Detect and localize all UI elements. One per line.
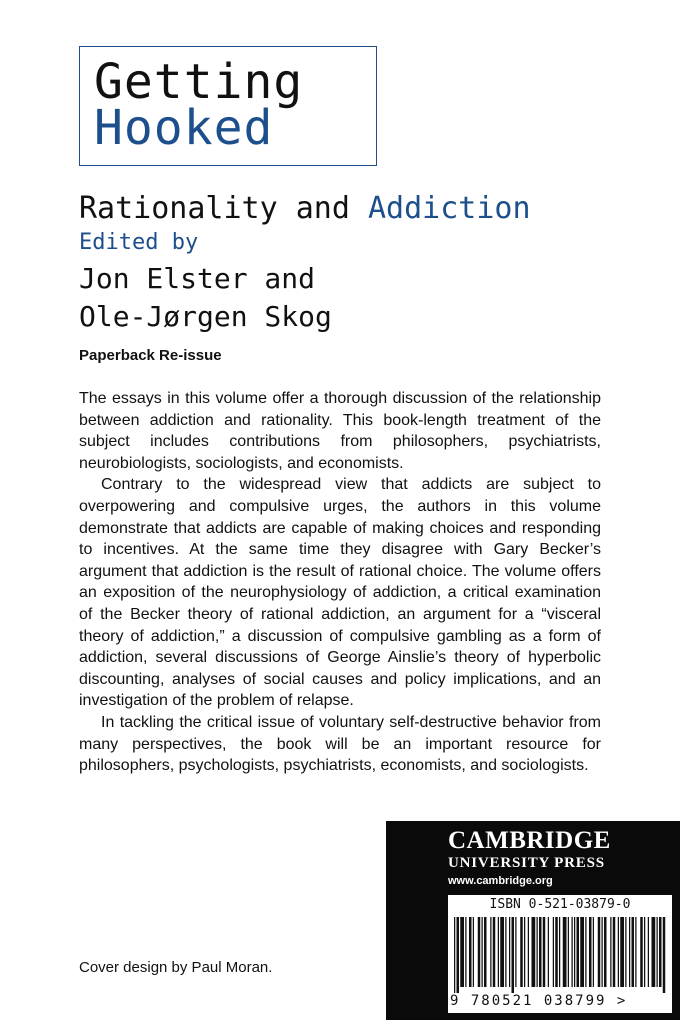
blurb-paragraph-3: In tackling the critical issue of voluntary self-destructive behavior from many perspectives, the book will be an important resource for philosophers, psychologists, psychiatrists, economists, and sociologists. xyxy=(79,713,601,775)
editor-line-2: Ole-Jørgen Skog xyxy=(79,300,332,333)
publisher-name: CAMBRIDGE xyxy=(448,827,611,854)
title-line-1: Getting xyxy=(94,54,304,110)
barcode-panel xyxy=(448,895,672,1013)
edition-label: Paperback Re-issue xyxy=(79,347,222,364)
title-line-2: Hooked xyxy=(94,100,274,156)
book-subtitle xyxy=(79,191,531,226)
blurb xyxy=(79,388,601,777)
blurb-paragraph-1: The essays in this volume offer a thorough discussion of the relationship between addiction and rationality. This book-length treatment of the subject includes contributions from philosophers, psychiatrists, neurobiologists, sociologists, and economists. xyxy=(79,390,601,472)
blurb-paragraph-2: Contrary to the widespread view that addicts are subject to overpowering and compulsive urges, the authors in this volume demonstrate that addicts are capable of making choices and responding to incentives. At the same time they disagree with Gary Becker’s argument that addiction is the result of rational choice. The volume offers an exposition of the neurophysiology of addiction, a critical examination of the Becker theory of rational addiction, an argument for a “visceral theory of addiction,” a discussion of compulsive gambling as a form of addiction, several discussions of George Ainslie’s theory of hyperbolic discounting, analyses of social causes and policy implications, and an investigation of the problem of relapse. xyxy=(79,476,601,710)
edited-by-label: Edited by xyxy=(79,230,199,255)
publisher-block xyxy=(386,821,680,1020)
subtitle-part-1: Rationality and xyxy=(79,191,368,226)
publisher-url: www.cambridge.org xyxy=(448,875,553,887)
publisher-subname: UNIVERSITY PRESS xyxy=(448,855,605,871)
isbn-label: ISBN 0-521-03879-0 xyxy=(489,897,631,912)
title-box xyxy=(79,46,377,166)
subtitle-part-2: Addiction xyxy=(367,191,531,226)
cover-design-credit: Cover design by Paul Moran. xyxy=(79,959,273,976)
editor-line-1: Jon Elster and xyxy=(79,262,316,295)
barcode-icon xyxy=(454,917,666,993)
ean-number: 9 780521 038799 > xyxy=(450,993,628,1009)
